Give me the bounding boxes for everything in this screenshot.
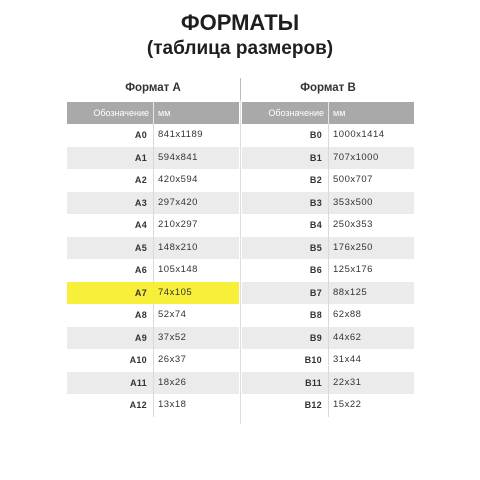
format-name: B10 xyxy=(304,355,322,365)
format-name: A4 xyxy=(134,220,147,230)
table-row xyxy=(242,192,414,215)
format-name: B8 xyxy=(309,310,322,320)
format-name: A1 xyxy=(134,152,147,163)
format-name: A12 xyxy=(129,400,147,410)
column-divider xyxy=(240,78,241,100)
table-row xyxy=(67,259,239,282)
table-row xyxy=(242,169,414,192)
format-name: B6 xyxy=(309,265,322,275)
format-b-rows xyxy=(242,124,414,417)
format-size: 52x74 xyxy=(153,304,239,327)
header-designation: Обозначение xyxy=(93,108,149,118)
format-size: 88x125 xyxy=(328,282,414,305)
format-size: 250x353 xyxy=(328,214,414,237)
format-size: 125x176 xyxy=(328,259,414,282)
format-size: 31x44 xyxy=(328,349,414,372)
format-name: B2 xyxy=(309,175,322,185)
format-size: 148x210 xyxy=(153,237,239,260)
format-name: A7 xyxy=(134,287,147,298)
table-row xyxy=(67,147,239,170)
table-row xyxy=(242,327,414,350)
format-size: 26x37 xyxy=(153,349,239,372)
table-row xyxy=(67,372,239,395)
header-designation: Обозначение xyxy=(268,108,324,118)
format-b-table xyxy=(242,76,414,417)
format-name: A8 xyxy=(134,310,147,320)
format-size: 74x105 xyxy=(153,282,239,305)
format-size: 297x420 xyxy=(153,192,239,215)
format-name: A0 xyxy=(134,130,147,140)
format-name: B12 xyxy=(304,400,322,410)
table-row xyxy=(242,372,414,395)
format-size: 18x26 xyxy=(153,372,239,395)
format-name: B1 xyxy=(309,152,322,163)
format-name: B9 xyxy=(309,332,322,343)
format-b-heading: Формат В xyxy=(300,82,356,94)
table-row xyxy=(67,169,239,192)
format-name: A6 xyxy=(134,265,147,275)
format-name: B4 xyxy=(309,220,322,230)
format-name: A10 xyxy=(129,355,147,365)
format-name: A9 xyxy=(134,332,147,343)
format-size: 15x22 xyxy=(328,394,414,417)
format-size: 105x148 xyxy=(153,259,239,282)
format-a-heading: Формат А xyxy=(125,82,181,94)
table-row xyxy=(67,124,239,147)
format-name: A5 xyxy=(134,242,147,253)
format-size: 13x18 xyxy=(153,394,239,417)
column-divider-light xyxy=(240,100,241,424)
table-row xyxy=(67,327,239,350)
table-row xyxy=(242,349,414,372)
format-size: 62x88 xyxy=(328,304,414,327)
format-size: 37x52 xyxy=(153,327,239,350)
format-size: 841x1189 xyxy=(153,124,239,147)
page-subtitle: (таблица размеров) xyxy=(146,38,334,59)
table-row xyxy=(67,282,239,305)
format-name: A3 xyxy=(134,197,147,208)
format-name: B5 xyxy=(309,242,322,253)
format-size: 420x594 xyxy=(153,169,239,192)
format-size: 707x1000 xyxy=(328,147,414,170)
table-row xyxy=(67,214,239,237)
format-name: B0 xyxy=(309,130,322,140)
table-row xyxy=(242,214,414,237)
format-name: A2 xyxy=(134,175,147,185)
table-row xyxy=(67,349,239,372)
format-name: B11 xyxy=(305,377,322,388)
table-row xyxy=(242,147,414,170)
header-mm: мм xyxy=(153,102,239,124)
format-size: 44x62 xyxy=(328,327,414,350)
format-size: 500x707 xyxy=(328,169,414,192)
format-a-table xyxy=(67,76,239,417)
table-row xyxy=(67,237,239,260)
table-row xyxy=(242,259,414,282)
table-row xyxy=(67,394,239,417)
table-row xyxy=(242,124,414,147)
table-row xyxy=(67,192,239,215)
format-size: 210x297 xyxy=(153,214,239,237)
format-b-header-row xyxy=(242,102,414,124)
format-a-header-row xyxy=(67,102,239,124)
table-row xyxy=(242,394,414,417)
format-name: A11 xyxy=(130,377,147,388)
format-name: B3 xyxy=(309,197,322,208)
format-size: 594x841 xyxy=(153,147,239,170)
header-mm: мм xyxy=(328,102,414,124)
table-row xyxy=(242,304,414,327)
table-row xyxy=(67,304,239,327)
page-title: ФОРМАТЫ xyxy=(180,10,300,35)
table-row xyxy=(242,282,414,305)
format-a-rows xyxy=(67,124,239,417)
format-size: 1000x1414 xyxy=(328,124,414,147)
format-size: 353x500 xyxy=(328,192,414,215)
format-size: 22x31 xyxy=(328,372,414,395)
format-name: B7 xyxy=(309,287,322,298)
format-size: 176x250 xyxy=(328,237,414,260)
table-row xyxy=(242,237,414,260)
